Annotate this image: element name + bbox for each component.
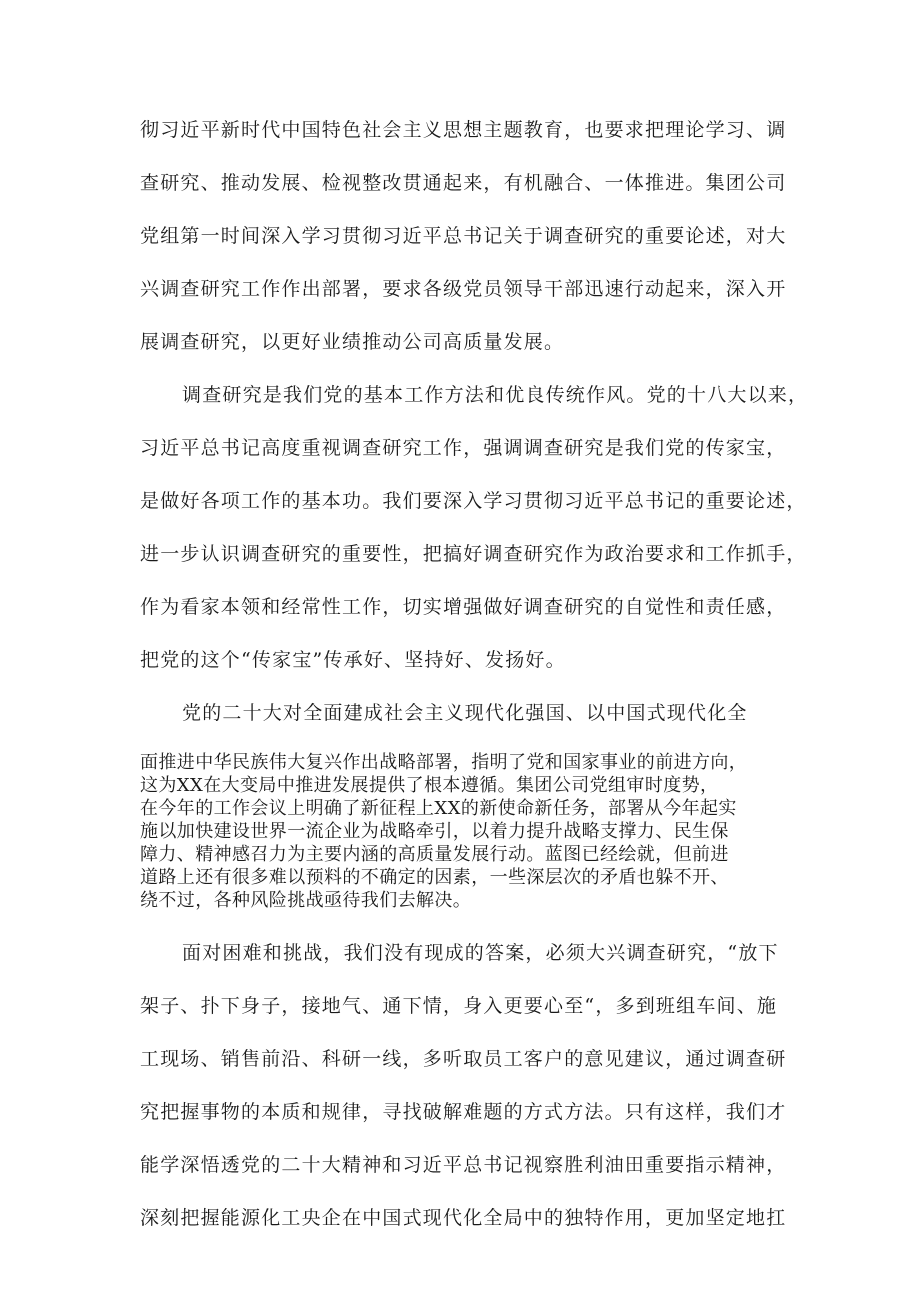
text-line: 调查研究是我们党的基本工作方法和优良传统作风。党的十八大以来，	[182, 384, 809, 406]
text-line: 障力、精神感召力为主要内涵的高质量发展行动。蓝图已经绘就，但前进	[140, 844, 729, 865]
text-line: 查研究、推动发展、检视整改贯通起来，有机融合、一体推进。集团公司	[140, 172, 787, 194]
text-line: 绕不过，各种风险挑战亟待我们去解决。	[140, 890, 472, 911]
text-line: 作为看家本领和经常性工作，切实增强做好调查研究的自觉性和责任感，	[140, 596, 787, 618]
text-line: 架子、扑下身子，接地气、通下情，身入更要心至“，多到班组车间、施	[140, 995, 778, 1017]
text-line: 是做好各项工作的基本功。我们要深入学习贯彻习近平总书记的重要论述，	[140, 490, 807, 512]
text-line: 进一步认识调查研究的重要性，把搞好调查研究作为政治要求和工作抓手，	[140, 543, 807, 565]
text-line: 面推进中华民族伟大复兴作出战略部署，指明了党和国家事业的前进方向，	[140, 752, 748, 773]
text-line: 这为XX在大变局中推进发展提供了根本遵循。集团公司党组审时度势，	[140, 775, 719, 796]
text-line: 展调查研究，以更好业绩推动公司高质量发展。	[140, 331, 565, 353]
text-line: 党组第一时间深入学习贯彻习近平总书记关于调查研究的重要论述，对大	[140, 225, 787, 247]
text-line: 把党的这个“传家宝”传承好、坚持好、发扬好。	[140, 649, 566, 671]
text-line: 深刻把握能源化工央企在中国式现代化全局中的独特作用，更加坚定地扛	[140, 1207, 787, 1229]
text-line: 道路上还有很多难以预料的不确定的因素，一些深层次的矛盾也躲不开、	[140, 867, 729, 888]
text-line: 面对困难和挑战，我们没有现成的答案，必须大兴调查研究，“放下	[182, 942, 779, 964]
text-line: 在今年的工作会议上明确了新征程上XX的新使命新任务，部署从今年起实	[140, 798, 737, 819]
text-line: 施以加快建设世界一流企业为战略牵引，以着力提升战略支撑力、民生保	[140, 821, 729, 842]
text-line: 党的二十大对全面建成社会主义现代化强国、以中国式现代化全	[182, 702, 748, 724]
text-line: 彻习近平新时代中国特色社会主义思想主题教育，也要求把理论学习、调	[140, 119, 787, 141]
text-line: 兴调查研究工作作出部署，要求各级党员领导干部迅速行动起来，深入开	[140, 278, 787, 300]
text-line: 究把握事物的本质和规律，寻找破解难题的方式方法。只有这样，我们才	[140, 1101, 787, 1123]
text-line: 习近平总书记高度重视调查研究工作，强调调查研究是我们党的传家宝，	[140, 437, 787, 459]
text-line: 能学深悟透党的二十大精神和习近平总书记视察胜利油田重要指示精神，	[140, 1154, 787, 1176]
text-line: 工现场、销售前沿、科研一线，多听取员工客户的意见建议，通过调查研	[140, 1048, 787, 1070]
